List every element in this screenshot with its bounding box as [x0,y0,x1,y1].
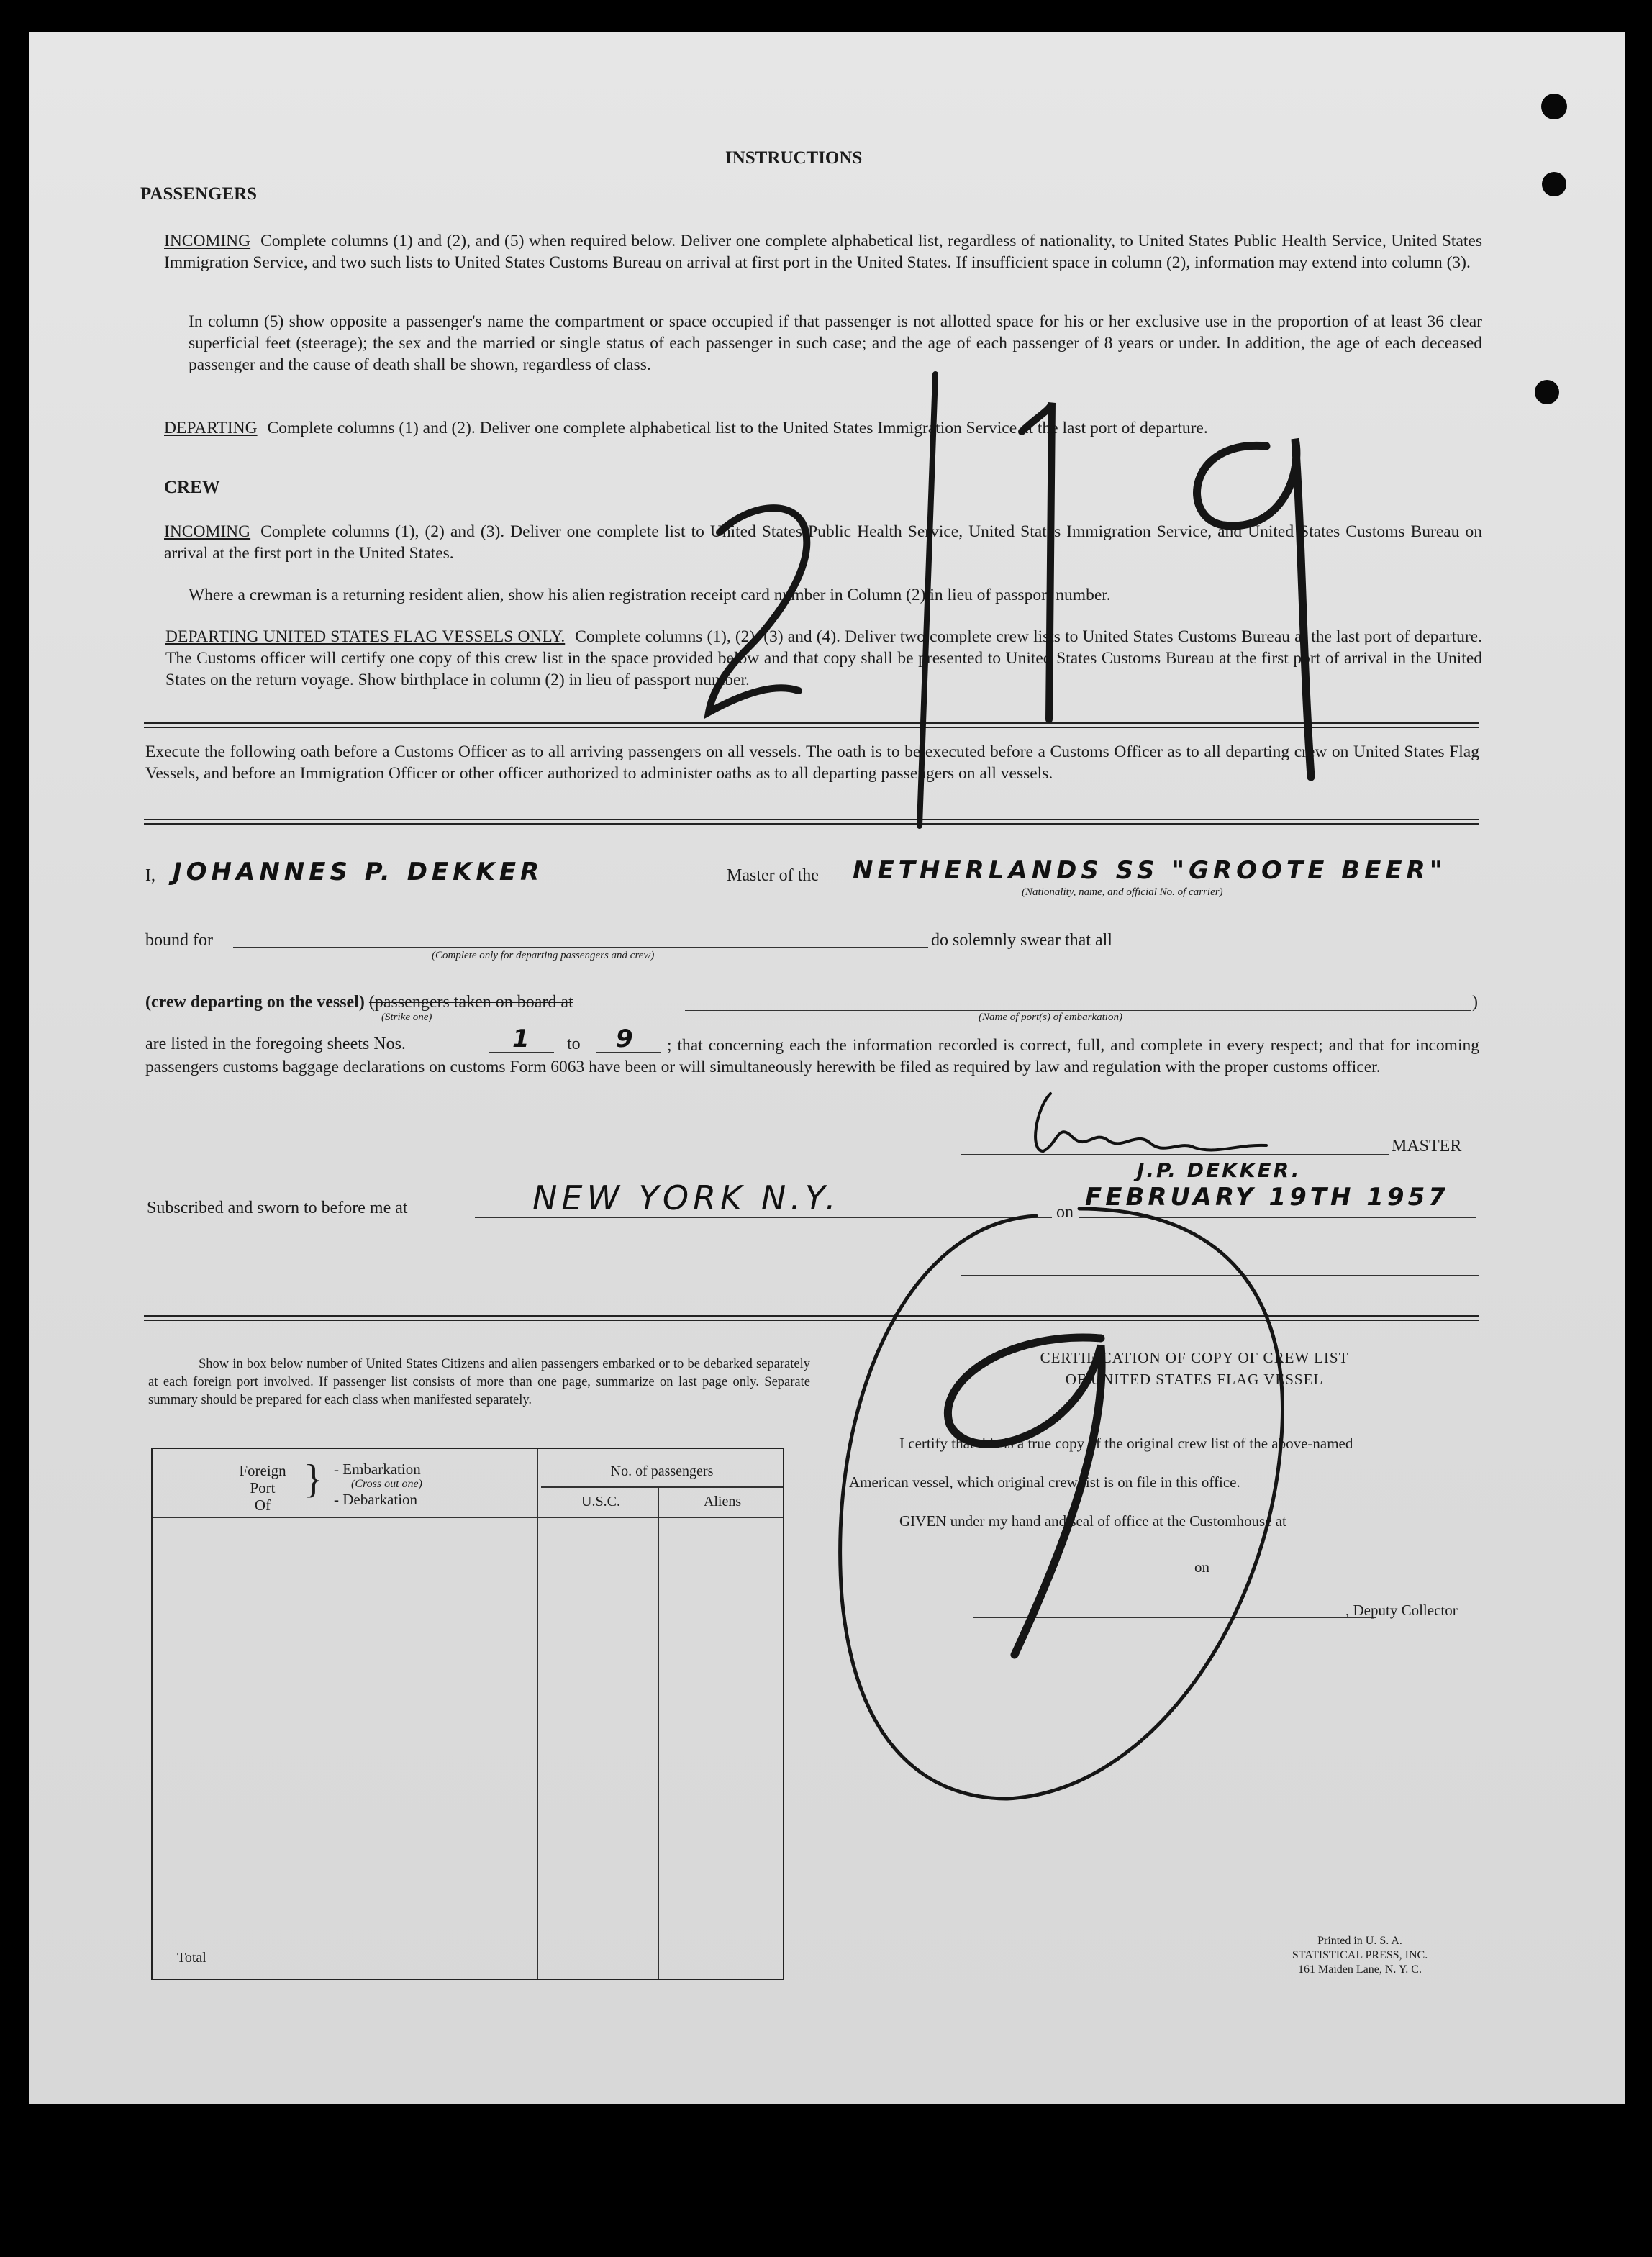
printer-line3: 161 Maiden Lane, N. Y. C. [1298,1963,1422,1976]
certification-title-line1: CERTIFICATION OF COPY OF CREW LIST [1040,1349,1349,1366]
printer-imprint [1252,1934,1468,1977]
master-of-label: Master of the [727,866,819,885]
divider-2 [144,819,1479,820]
divider-2b [144,823,1479,825]
summary-table [151,1448,784,1980]
given-line: GIVEN under my hand and seal of office at the Customhouse at [899,1512,1286,1530]
passengers-struck: (passengers taken on board at [368,993,573,1012]
cross-out-label: (Cross out one) [351,1478,422,1490]
aliens-header: Aliens [703,1494,742,1509]
divider-3 [144,1315,1479,1317]
passengers-heading: PASSENGERS [140,184,258,204]
printer-line1: Printed in U. S. A. [1317,1935,1402,1947]
column5-paragraph: In column (5) show opposite a passenger's name the compartment or space occupied if that passenger is not allotted space for his or her exclusive use in the proportion of at least 36 clear superficial feet (steerage); the sex and the married or single status of each passenger in such case; and the age of each passenger of 8 years or under. In addition, the age of each deceased passenger and the cause of death shall be shown, regardless of class. [189,312,1482,374]
sworn-place-handwritten: NEW YORK N.Y. [532,1179,840,1217]
divider-1 [144,722,1479,724]
signature-print: J.P. DEKKER. [1137,1158,1302,1182]
master-name-handwritten: JOHANNES P. DEKKER [173,858,544,886]
brace-icon: } [304,1457,323,1502]
bound-for-label: bound for [145,931,213,950]
sheet-to-handwritten: 9 [616,1025,637,1053]
departing-label: DEPARTING [164,419,258,437]
certify-line2: American vessel, which original crew list is on file in this office. [849,1473,1240,1491]
certification-title [892,1347,1497,1390]
instructions-title: INSTRUCTIONS [725,148,863,168]
flag-text: Complete columns (1), (2), (3) and (4). Deliver two complete crew lists to United States Customs Bureau at the last port of departure. The Customs officer will certify one copy of this crew list in the space provided below and that copy shall be presented to United States Customs Bureau at the first port of arrival in the United States on the return voyage. Show birthplace in column (2) in lieu of passport number. [165,627,1482,689]
departing-text: Complete columns (1) and (2). Deliver one complete alphabetical list to the United States Immigration Service at the last port of departure. [267,419,1208,437]
to-label: to [567,1035,581,1053]
table-col-divider-1 [537,1449,538,1979]
crewman-paragraph: Where a crewman is a returning resident alien, show his alien registration receipt card number in Column (2) in lieu of passport number. [189,586,1111,604]
master-signature-line [961,1154,1389,1155]
of-word: Of [254,1497,271,1514]
manifest-sheet [29,32,1625,2104]
on-label: on [1056,1203,1074,1222]
no-of-passengers-header: No. of passengers [610,1463,714,1479]
sworn-date-handwritten: FEBRUARY 19TH 1957 [1085,1183,1449,1212]
subscribed-label: Subscribed and sworn to before me at [147,1199,408,1217]
deputy-label: , Deputy Collector [1345,1602,1458,1619]
port-caption: (Name of port(s) of embarkation) [979,1012,1122,1023]
summary-instructions: Show in box below number of United States Citizens and alien passengers embarked or to be debarked separately at each foreign port involved. If passenger list consists of more than one page, summarize on last page only. Separate summary should be prepared for each class when manifested separately. [148,1357,810,1407]
listed-label: are listed in the foregoing sheets Nos. [145,1035,406,1053]
officer-signature-line [961,1275,1479,1276]
incoming-text: Complete columns (1) and (2), and (5) when required below. Deliver one complete alphabetical list, regardless of nationality, to United States Public Health Service, United States Immigration Service, and two such lists to United States Customs Bureau on arrival at first port in the United States. If insufficient space in column (2), information may extend into column (3). [164,232,1482,272]
deputy-line [973,1617,1376,1618]
vessel-caption: (Nationality, name, and official No. of carrier) [1022,886,1223,898]
oath-intro: Execute the following oath before a Customs Officer as to all arriving passengers on all vessels. The oath is to be executed before a Customs Officer as to all departing crew on United States Flag Vessels, and before an Immigration Officer or other officer authorized to administer oaths as to all departing passengers on all vessels. [145,743,1479,783]
crew-departing-label [145,993,573,1012]
usc-header: U.S.C. [581,1494,620,1509]
table-col-divider-2 [658,1486,659,1979]
crew-departing-text: (crew departing on the vessel) [145,993,365,1012]
embarkation-port-line [685,1010,1471,1011]
crew-heading: CREW [164,478,220,497]
i-label: I, [145,866,155,885]
sworn-place-line [475,1217,1052,1218]
foreign-port-of [230,1462,295,1514]
flag-label: DEPARTING UNITED STATES FLAG VESSELS ONLY. [165,627,566,646]
cert-on-label: on [1194,1558,1210,1576]
flag-vessels-paragraph [165,626,1482,691]
printer-line2: STATISTICAL PRESS, INC. [1292,1949,1428,1961]
swear-label: do solemnly swear that all [931,931,1112,950]
departing-passengers-paragraph [164,417,1482,439]
incoming-crew-paragraph [164,521,1482,564]
embarkation-label: - Embarkation [334,1461,421,1478]
incoming-label: INCOMING [164,232,251,250]
table-header-rule [153,1517,783,1518]
crew-incoming-label: INCOMING [164,522,251,541]
certify-line1: I certify that this is a true copy of the original crew list of the above-named [899,1435,1353,1452]
port-word: Port [250,1479,276,1497]
bound-caption: (Complete only for departing passengers and crew) [432,950,655,961]
passengers-subheader-rule [541,1486,783,1488]
divider-1b [144,727,1479,728]
listed-rest: ; that concerning each the information recorded is correct, full, and complete in every respect; and that for incoming passengers customs baggage declarations on customs Form 6063 have been or will simultaneously herewith be filed as required by law and regulation with the proper customs officer. [145,1036,1479,1076]
sheet-from-handwritten: 1 [512,1025,534,1053]
bound-for-line [233,947,928,948]
master-label: MASTER [1392,1137,1462,1155]
total-label: Total [177,1950,206,1966]
incoming-passengers-paragraph [164,230,1482,273]
strike-caption: (Strike one) [381,1012,432,1023]
crew-incoming-text: Complete columns (1), (2) and (3). Deliver one complete list to United States Public Health Service, United States Immigration Service, and United States Customs Bureau on arrival at the first port in the United States. [164,522,1482,563]
foreign-word: Foreign [239,1462,286,1479]
close-paren: ) [1472,993,1478,1012]
vessel-handwritten: NETHERLANDS SS "GROOTE BEER" [853,856,1447,885]
sworn-date-line [1079,1217,1476,1218]
certification-title-line2: OF UNITED STATES FLAG VESSEL [1065,1371,1324,1388]
divider-3b [144,1320,1479,1321]
debarkation-label: - Debarkation [334,1491,418,1508]
